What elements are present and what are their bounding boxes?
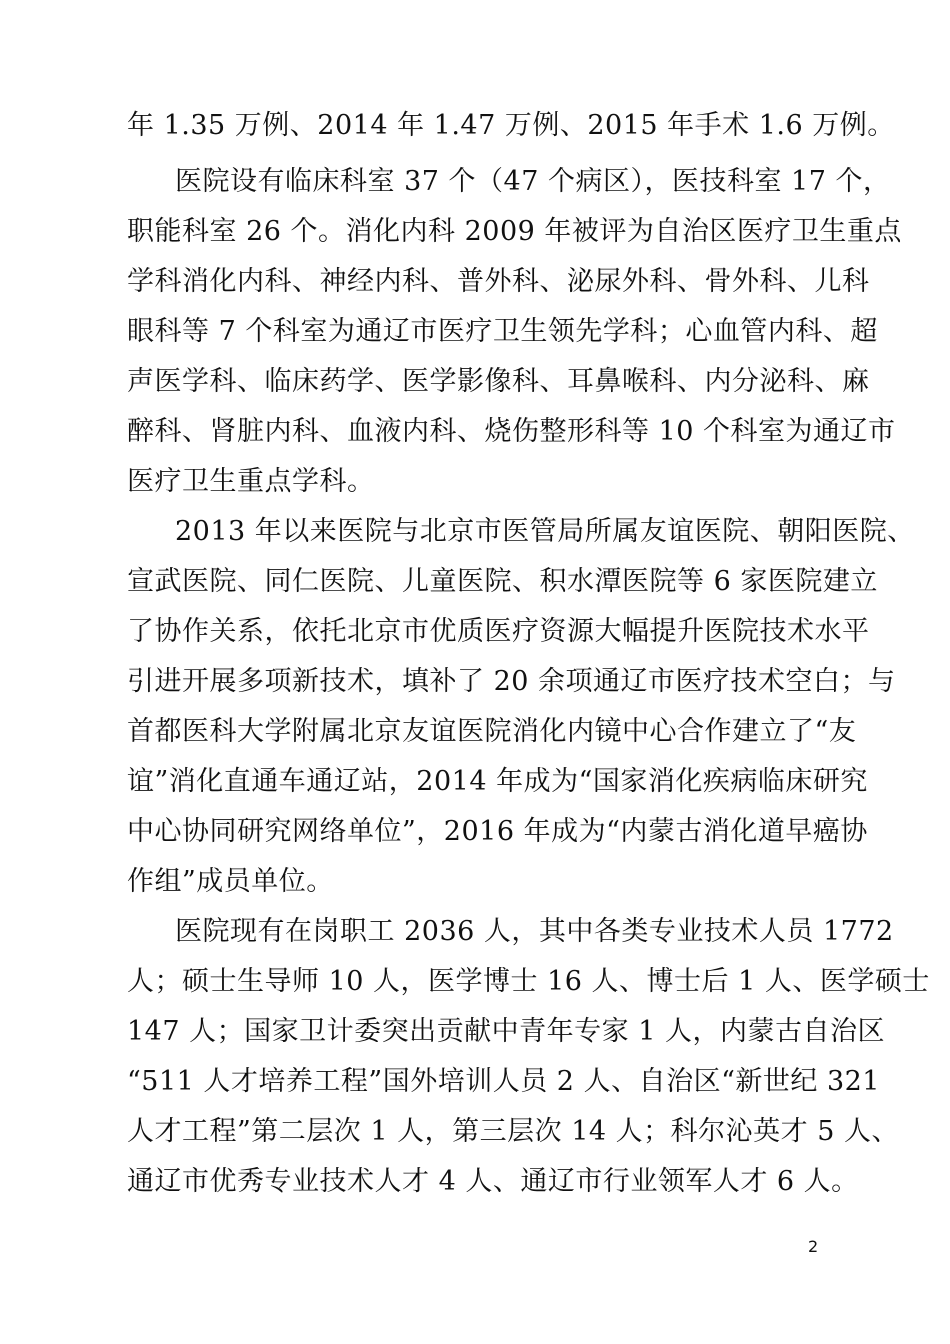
text-line: 职能科室 26 个。消化内科 2009 年被评为自治区医疗卫生重点 <box>127 216 902 247</box>
text-line: 声医学科、临床药学、医学影像科、耳鼻喉科、内分泌科、麻 <box>127 366 870 397</box>
paragraph-first-line: 2013 年以来医院与北京市医管局所属友谊医院、朝阳医院、 <box>175 516 915 547</box>
text-line: 引进开展多项新技术，填补了 20 余项通辽市医疗技术空白；与 <box>127 666 896 697</box>
page-number: 2 <box>808 1237 819 1256</box>
text-line: 首都医科大学附属北京友谊医院消化内镜中心合作建立了“友 <box>127 716 857 747</box>
text-line: 147 人；国家卫计委突出贡献中青年专家 1 人，内蒙古自治区 <box>127 1016 885 1047</box>
text-line: 年 1.35 万例、2014 年 1.47 万例、2015 年手术 1.6 万例。 <box>127 110 895 141</box>
paragraph-first-line: 医院设有临床科室 37 个（47 个病区），医技科室 17 个， <box>175 166 891 197</box>
text-line: “511 人才培养工程”国外培训人员 2 人、自治区“新世纪 321 <box>127 1066 880 1097</box>
text-line: 作组”成员单位。 <box>127 866 334 897</box>
text-line: 人才工程”第二层次 1 人，第三层次 14 人；科尔沁英才 5 人、 <box>127 1116 900 1147</box>
text-line: 了协作关系，依托北京市优质医疗资源大幅提升医院技术水平 <box>127 616 870 647</box>
text-line: 宣武医院、同仁医院、儿童医院、积水潭医院等 6 家医院建立 <box>127 566 878 597</box>
text-line: 人；硕士生导师 10 人，医学博士 16 人、博士后 1 人、医学硕士 <box>127 966 930 997</box>
text-line: 通辽市优秀专业技术人才 4 人、通辽市行业领军人才 6 人。 <box>127 1166 859 1197</box>
text-line: 中心协同研究网络单位”，2016 年成为“内蒙古消化道早癌协 <box>127 816 868 847</box>
text-line: 学科消化内科、神经内科、普外科、泌尿外科、骨外科、儿科 <box>127 266 870 297</box>
text-line: 醉科、肾脏内科、血液内科、烧伤整形科等 10 个科室为通辽市 <box>127 416 896 447</box>
text-line: 医疗卫生重点学科。 <box>127 466 375 497</box>
paragraph-first-line: 医院现有在岗职工 2036 人，其中各类专业技术人员 1772 <box>175 916 894 947</box>
text-line: 谊”消化直通车通辽站，2014 年成为“国家消化疾病临床研究 <box>127 766 868 797</box>
text-line: 眼科等 7 个科室为通辽市医疗卫生领先学科；心血管内科、超 <box>127 316 878 347</box>
